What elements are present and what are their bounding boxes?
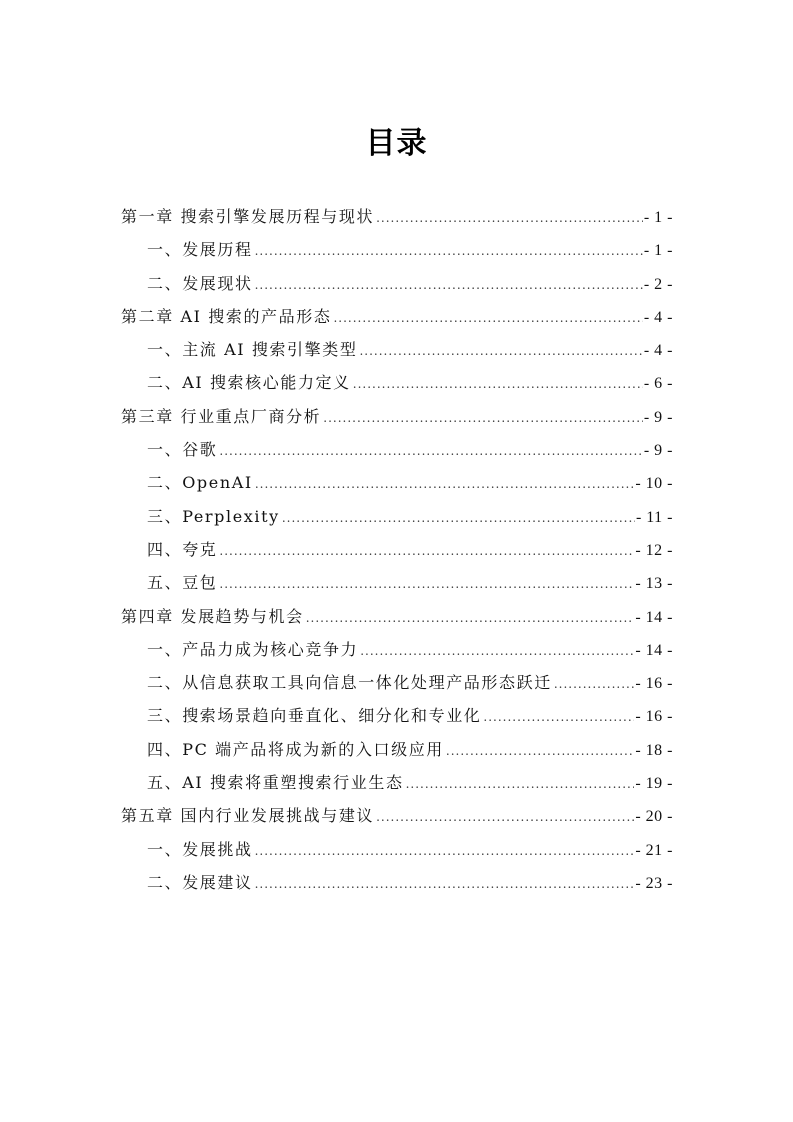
toc-entry-label: 一、发展历程 — [147, 240, 253, 260]
toc-page-number: - 1 - — [643, 209, 673, 226]
toc-entry-label: 二、OpenAI — [147, 473, 253, 493]
toc-section-entry[interactable] — [121, 267, 673, 300]
toc-entry-label: 第二章 AI 搜索的产品形态 — [121, 306, 332, 326]
toc-page-number: - 13 - — [635, 575, 673, 593]
toc-chapter-entry[interactable] — [121, 400, 673, 433]
toc-dot-leader — [219, 568, 634, 601]
toc-chapter-entry[interactable] — [121, 799, 673, 832]
toc-dot-leader — [406, 768, 635, 801]
toc-entry-label: 第五章 国内行业发展挑战与建议 — [121, 806, 375, 826]
toc-entry-label: 三、搜索场景趋向垂直化、细分化和专业化 — [147, 706, 482, 726]
toc-entry-label: 第三章 行业重点厂商分析 — [121, 406, 322, 426]
toc-dot-leader — [306, 602, 635, 635]
toc-page-number: - 14 - — [635, 641, 673, 659]
toc-section-entry[interactable] — [121, 666, 673, 699]
toc-section-entry[interactable] — [121, 466, 673, 499]
toc-entry-label: 一、谷歌 — [147, 440, 218, 460]
toc-section-entry[interactable] — [121, 766, 673, 799]
toc-entry-label: 一、发展挑战 — [147, 839, 253, 859]
toc-entry-label: 第四章 发展趋势与机会 — [121, 606, 304, 626]
toc-entry-label: 五、AI 搜索将重塑搜索行业生态 — [147, 773, 404, 793]
toc-entry-label: 二、从信息获取工具向信息一体化处理产品形态跃迁 — [147, 673, 552, 693]
toc-page-number: - 23 - — [635, 874, 673, 892]
toc-chapter-entry[interactable] — [121, 300, 673, 333]
toc-dot-leader — [219, 535, 634, 568]
toc-dot-leader — [333, 302, 642, 335]
toc-chapter-entry[interactable] — [121, 600, 673, 633]
toc-page-number: - 11 - — [635, 508, 673, 526]
toc-page-number: - 16 - — [635, 675, 673, 693]
toc-entry-label: 二、发展现状 — [147, 273, 253, 293]
toc-dot-leader — [483, 701, 634, 734]
toc-dot-leader — [359, 335, 642, 368]
toc-dot-leader — [360, 635, 634, 668]
toc-page-number: - 20 - — [635, 808, 673, 826]
toc-page-number: - 4 - — [643, 342, 673, 360]
toc-page-number: - 9 - — [643, 408, 673, 426]
toc-page-number: - 1 - — [643, 242, 673, 260]
toc-entry-label: 四、PC 端产品将成为新的入口级应用 — [147, 739, 444, 759]
toc-dot-leader — [446, 735, 634, 768]
toc-page-number: - 4 - — [643, 308, 673, 326]
toc-section-entry[interactable] — [121, 733, 673, 766]
toc-dot-leader — [376, 801, 634, 834]
toc-entry-label: 二、发展建议 — [147, 872, 253, 892]
toc-section-entry[interactable] — [121, 866, 673, 899]
toc-entry-label: 四、夸克 — [147, 539, 218, 559]
toc-page-number: - 12 - — [635, 541, 673, 559]
toc-page-number: - 19 - — [635, 775, 673, 793]
toc-entry-label: 第一章 搜索引擎发展历程与现状 — [121, 207, 375, 226]
toc-entry-label: 一、主流 AI 搜索引擎类型 — [147, 340, 358, 360]
toc-section-entry[interactable] — [121, 233, 673, 266]
toc-page-number: - 2 - — [643, 275, 673, 293]
toc-dot-leader — [323, 402, 643, 435]
toc-entry-label: 三、Perplexity — [147, 506, 280, 526]
toc-section-entry[interactable] — [121, 699, 673, 732]
toc-chapter-entry[interactable] — [121, 200, 673, 233]
toc-section-entry[interactable] — [121, 833, 673, 866]
toc-entry-label: 二、AI 搜索核心能力定义 — [147, 373, 351, 393]
toc-dot-leader — [255, 868, 635, 901]
toc-dot-leader — [255, 468, 635, 501]
toc-section-entry[interactable] — [121, 366, 673, 399]
toc-entry-label: 一、产品力成为核心竞争力 — [147, 639, 359, 659]
toc-section-entry[interactable] — [121, 500, 673, 533]
toc-dot-leader — [255, 235, 643, 268]
toc-section-entry[interactable] — [121, 566, 673, 599]
toc-dot-leader — [282, 502, 635, 535]
toc-page-number: - 16 - — [635, 708, 673, 726]
toc-page-number: - 14 - — [635, 608, 673, 626]
toc-page-number: - 18 - — [635, 741, 673, 759]
toc-page-number: - 21 - — [635, 841, 673, 859]
toc-entry-label: 五、豆包 — [147, 573, 218, 593]
toc-section-entry[interactable] — [121, 533, 673, 566]
toc-dot-leader — [353, 368, 643, 401]
toc-section-entry[interactable] — [121, 633, 673, 666]
toc-dot-leader — [255, 835, 635, 868]
toc-dot-leader — [554, 668, 635, 701]
toc-page-number: - 6 - — [643, 375, 673, 393]
toc-page-number: - 9 - — [643, 442, 673, 460]
table-of-contents — [121, 200, 673, 899]
toc-section-entry[interactable] — [121, 433, 673, 466]
page-title: 目录 — [365, 126, 428, 161]
toc-dot-leader — [376, 202, 643, 235]
toc-dot-leader — [255, 269, 643, 302]
toc-page-number: - 10 - — [635, 475, 673, 493]
toc-dot-leader — [219, 435, 642, 468]
toc-section-entry[interactable] — [121, 333, 673, 366]
